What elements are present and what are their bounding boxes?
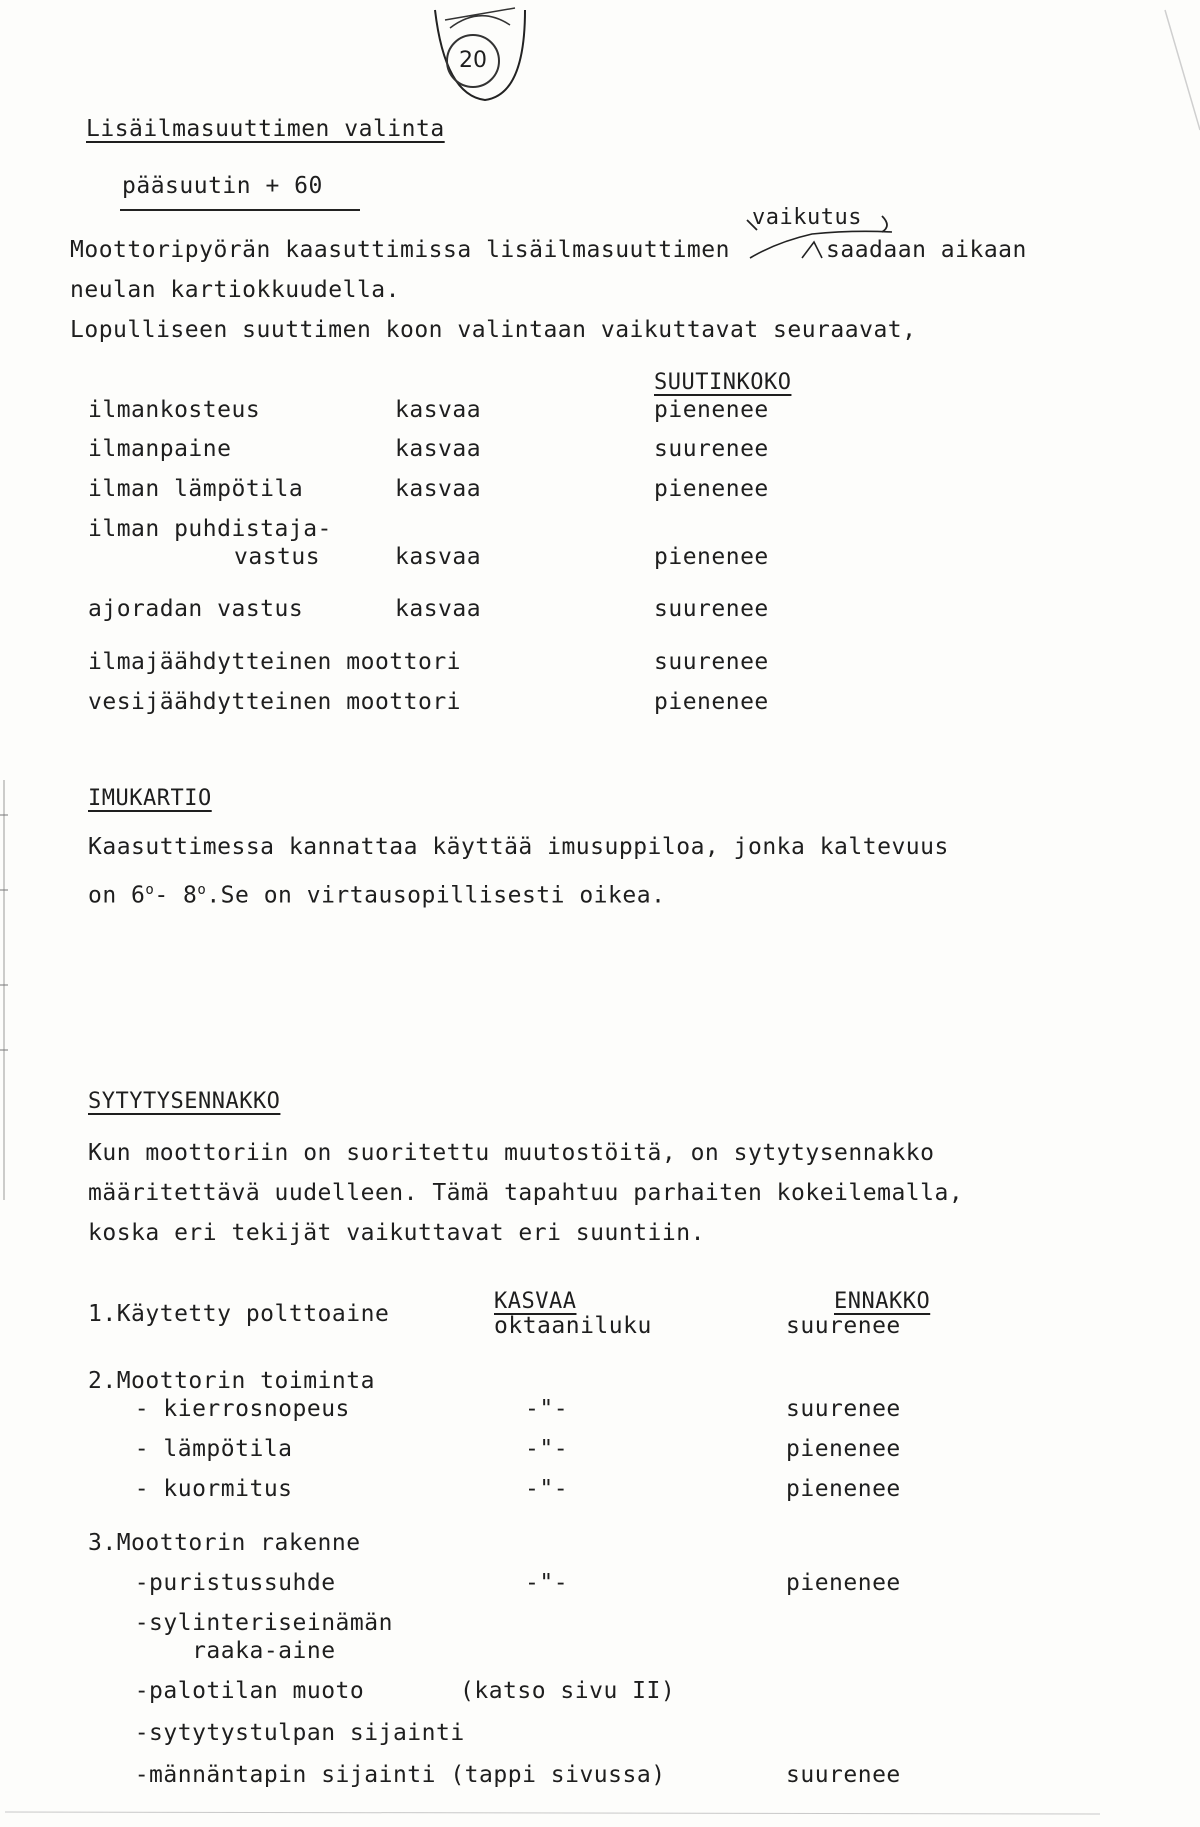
factor-name: ilman puhdistaja- <box>88 516 332 542</box>
cause-mid: -"- <box>525 1396 569 1422</box>
degree-mark: o <box>145 882 155 898</box>
cause-mid: -"- <box>525 1476 569 1502</box>
factor-change: kasvaa <box>395 436 482 462</box>
factor-change: kasvaa <box>395 544 482 570</box>
factor-result: suurenee <box>654 596 769 622</box>
factor-result: suurenee <box>654 436 769 462</box>
cause-label: 3.Moottorin rakenne <box>88 1530 361 1556</box>
cause-result: pienenee <box>786 1570 901 1596</box>
factor-name: ilman lämpötila <box>88 476 304 502</box>
cause-result: suurenee <box>786 1396 901 1422</box>
cause-mid: -"- <box>525 1570 569 1596</box>
degree-mark: o <box>197 882 207 898</box>
cause-label: -puristussuhde <box>106 1570 336 1596</box>
factor-change: kasvaa <box>395 596 482 622</box>
intro-line-1-start: Moottoripyörän kaasuttimissa lisäilmasuuttimen <box>70 237 730 263</box>
factor-name: ilmankosteus <box>88 397 261 423</box>
factor-name: ilmanpaine <box>88 436 232 462</box>
intro-line-3: Lopulliseen suuttimen koon valintaan vaikuttavat seuraavat, <box>70 317 917 343</box>
cause-result: suurenee <box>786 1762 901 1788</box>
cause-label: -palotilan muoto <box>106 1678 365 1704</box>
kasvaa-header: KASVAA <box>494 1289 577 1314</box>
sytytys-line-2: määritettävä uudelleen. Tämä tapahtuu parhaiten kokeilemalla, <box>88 1180 964 1206</box>
cause-result: suurenee <box>786 1313 901 1339</box>
cause-mid: (katso sivu II) <box>460 1678 676 1704</box>
factor-result: suurenee <box>654 649 769 675</box>
sytytys-line-1: Kun moottoriin on suoritettu muutostöitä, on sytytysennakko <box>88 1140 935 1166</box>
factor-name: vesijäähdytteinen moottori <box>88 689 462 715</box>
factor-result: pienenee <box>654 397 769 423</box>
intro-line-2: neulan kartiokkuudella. <box>70 277 400 303</box>
cause-label: 1.Käytetty polttoaine <box>88 1301 390 1327</box>
cause-label: -sytytystulpan sijainti <box>106 1720 465 1746</box>
cause-label: - kierrosnopeus <box>106 1396 350 1422</box>
cause-mid: oktaaniluku <box>494 1313 652 1339</box>
factor-result: pienenee <box>654 544 769 570</box>
intro-line-1-end: saadaan aikaan <box>826 237 1027 263</box>
sytytys-title: SYTYTYSENNAKKO <box>88 1089 281 1114</box>
factor-name-continued: vastus <box>234 544 321 570</box>
subheading: pääsuutin + 60 <box>122 173 323 199</box>
cause-mid: -"- <box>525 1436 569 1462</box>
page-title: Lisäilmasuuttimen valinta <box>86 116 445 142</box>
factor-name: ajoradan vastus <box>88 596 304 622</box>
page-number: 20 <box>446 34 500 88</box>
subheading-rule <box>120 209 360 211</box>
imukartio-line-2: on 6$^o$- 8$^o$.Se on virtausopillisesti oikea. <box>88 882 666 909</box>
imukartio-title: IMUKARTIO <box>88 786 212 811</box>
cause-label: -sylinteriseinämän <box>106 1610 393 1636</box>
factor-change: kasvaa <box>395 397 482 423</box>
cause-label: raaka-aine <box>106 1638 336 1664</box>
cause-label: 2.Moottorin toiminta <box>88 1368 375 1394</box>
ennakko-header: ENNAKKO <box>834 1289 931 1314</box>
factor-change: kasvaa <box>395 476 482 502</box>
cause-label: - kuormitus <box>106 1476 293 1502</box>
cause-result: pienenee <box>786 1476 901 1502</box>
cause-label: -männäntapin sijainti (tappi sivussa) <box>106 1762 666 1788</box>
imukartio-line-1: Kaasuttimessa kannattaa käyttää imusuppiloa, jonka kaltevuus <box>88 834 949 860</box>
factor-result: pienenee <box>654 476 769 502</box>
insert-word: vaikutus <box>752 205 862 230</box>
factors-header: SUUTINKOKO <box>654 370 792 395</box>
cause-result: pienenee <box>786 1436 901 1462</box>
factor-name: ilmajäähdytteinen moottori <box>88 649 462 675</box>
factor-result: pienenee <box>654 689 769 715</box>
cause-label: - lämpötila <box>106 1436 293 1462</box>
sytytys-line-3: koska eri tekijät vaikuttavat eri suuntiin. <box>88 1220 705 1246</box>
